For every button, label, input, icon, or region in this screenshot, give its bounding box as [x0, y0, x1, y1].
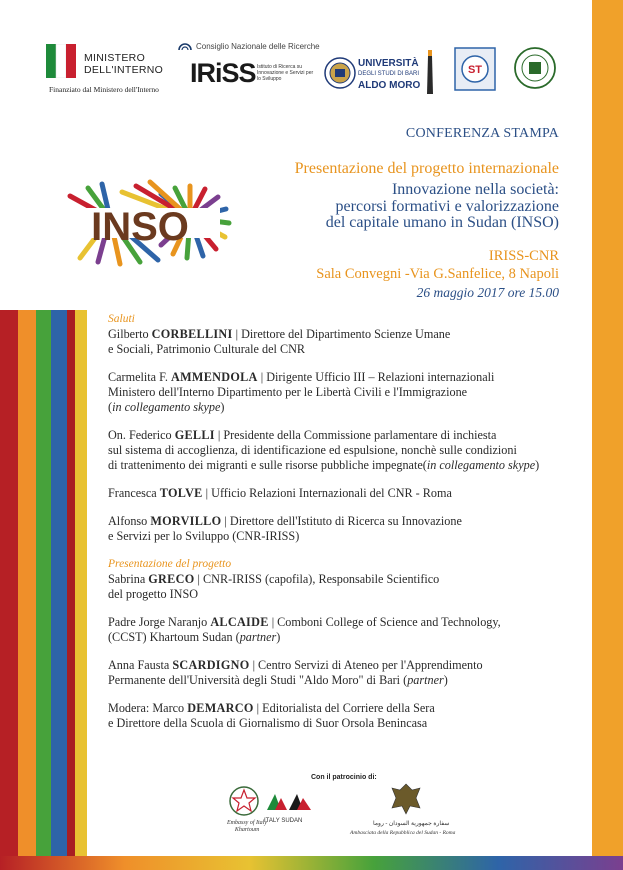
speaker-surname: MORVILLO [150, 514, 222, 528]
speaker-role: | Comboni College of Science and Technology, [268, 615, 501, 629]
venue-address: Sala Convegni -Via G.Sanfelice, 8 Napoli [316, 266, 559, 282]
italy-sudan-flag-icon [265, 790, 313, 814]
speaker-role-cont: e Sociali, Patrimonio Culturale del CNR [108, 342, 306, 356]
speaker-first-name: On. Federico [108, 428, 175, 442]
speaker-role-cont: (CCST) Khartoum Sudan ( [108, 630, 240, 644]
speaker-surname: GELLI [174, 428, 215, 442]
speaker-first-name: Modera: Marco [108, 701, 188, 715]
event-date: 26 maggio 2017 ore 15.00 [416, 285, 559, 300]
conference-label: CONFERENZA STAMPA [405, 126, 559, 141]
university-name-line1: UNIVERSITÀ [358, 58, 419, 69]
speaker-first-name: Alfonso [108, 514, 151, 528]
tower-icon [423, 48, 437, 94]
speaker-note: partner [407, 673, 444, 687]
cnr-name: Consiglio Nazionale delle Ricerche [196, 42, 320, 51]
speaker-note: in collegamento skype [112, 400, 221, 414]
speaker-surname: SCARDIGNO [172, 658, 250, 672]
speaker-scardigno: Anna Fausta SCARDIGNO | Centro Servizi di Ateneo per l'Apprendimento Permanente dell'Università degli Studi "Aldo Moro" di Bari (partner) [108, 658, 483, 687]
speaker-role: | Direttore dell'Istituto di Ricerca su Innovazione [221, 514, 462, 528]
speaker-note: partner [239, 630, 277, 644]
speaker-tolve [108, 486, 578, 501]
speaker-role-cont: del progetto INSO [108, 587, 199, 601]
ministry-name-line1: MINISTERO [84, 52, 146, 64]
university-name-line2: DEGLI STUDI DI BARI [358, 71, 420, 77]
speaker-surname: DEMARCO [187, 701, 254, 715]
university-seal-icon [324, 57, 356, 89]
speaker-gelli: On. Federico GELLI | Presidente della Commissione parlamentare di inchiesta sul sistema di accoglienza, di identificazione ed espulsione, nonchè sulle condizioni di trattenimento dei migranti e sulle risorse pubbliche impegnate(in collegamento skype) [108, 428, 540, 472]
ministry-name [84, 52, 163, 76]
left-stripe-blue [51, 310, 67, 870]
project-title-line3: del capitale umano in Sudan (INSO) [325, 214, 559, 231]
ministry-flag-icon [46, 44, 76, 78]
sudan-embassy-caption: Ambasciata della Repubblica del Sudan - Roma [350, 830, 456, 836]
speaker-surname: GRECO [148, 572, 195, 586]
speaker-corbellini [108, 327, 578, 357]
saluti-heading: Saluti [108, 313, 135, 325]
speaker-first-name: Francesca [108, 486, 160, 500]
left-stripe-green [36, 310, 51, 870]
italy-sudan-caption: ITALY SUDAN [264, 818, 303, 824]
speaker-role: | Editorialista del Corriere della Sera [253, 701, 435, 715]
sudan-embassy-arabic: سفارة جمهورية السودان - روما [373, 821, 450, 827]
university-name-line3: ALDO MORO [358, 80, 421, 91]
st-logo-text: ST [467, 64, 483, 76]
university-name [358, 58, 420, 91]
speaker-alcaide: Padre Jorge Naranjo ALCAIDE | Comboni College of Science and Technology, (CCST) Khartoum Sudan (partner) [108, 615, 501, 644]
speaker-role: | Centro Servizi di Ateneo per l'Apprendimento [249, 658, 483, 672]
speaker-first-name: Sabrina [108, 572, 149, 586]
left-stripe-orange [18, 310, 36, 870]
bottom-color-band [0, 856, 623, 870]
presentation-label: Presentazione del progetto internazionale [294, 160, 559, 177]
left-stripe-yellow [75, 310, 87, 870]
speaker-first-name: Gilberto [108, 327, 152, 341]
program-list [108, 312, 578, 731]
speaker-role: | Presidente della Commissione parlamentare di inchiesta [214, 428, 497, 442]
speaker-role: | Direttore del Dipartimento Scienze Umane [232, 327, 451, 341]
irss-caption: Istituto di Ricerca su Innovazione e Servizi per lo Sviluppo [257, 64, 314, 82]
speaker-first-name: Padre Jorge Naranjo [108, 615, 211, 629]
presentazione-heading: Presentazione del progetto [108, 558, 232, 570]
patronage-label: Con il patrocinio di: [311, 774, 377, 781]
speaker-surname: ALCAIDE [210, 615, 269, 629]
inso-logo-text: INSO [91, 205, 189, 249]
speaker-role-cont: di trattenimento dei migranti e sulle risorse pubbliche impegnate [108, 458, 423, 472]
irss-logo: IRiSS [190, 58, 256, 88]
speaker-surname: TOLVE [159, 486, 203, 500]
sudan-emblem-icon [386, 780, 426, 818]
speaker-role-cont: sul sistema di accoglienza, di identificazione ed espulsione, nonchè sulle condizioni [108, 443, 517, 457]
sudan-university-logo-icon [509, 46, 561, 92]
speaker-morvillo [108, 514, 578, 544]
project-title-line1: Innovazione nella società: [391, 181, 559, 198]
ministry-name-line2: DELL'INTERNO [84, 64, 164, 76]
left-stripe-dark-red [67, 310, 75, 870]
ministry-caption: Finanziato dal Ministero dell'Interno [49, 85, 159, 94]
speaker-role-cont: e Servizi per lo Sviluppo (CNR-IRISS) [108, 529, 300, 543]
speaker-role-cont: e Direttore della Scuola di Giornalismo di Suor Orsola Benincasa [108, 716, 428, 730]
speaker-ammendola: Carmelita F. AMMENDOLA | Dirigente Ufficio III – Relazioni internazionali Ministero dell'Interno Dipartimento per le Libertà Civili e l'Immigrazione (in collegamento skype) [108, 370, 495, 414]
speaker-greco [108, 572, 578, 602]
st-college-logo-icon [454, 47, 496, 91]
speaker-role: | Dirigente Ufficio III – Relazioni internazionali [257, 370, 495, 384]
cnr-logo-icon [177, 38, 193, 52]
italy-emblem-icon [228, 785, 260, 819]
left-stripe-red [0, 310, 18, 870]
project-title [326, 182, 559, 232]
project-title-line2: percorsi formativi e valorizzazione [335, 197, 559, 215]
speaker-first-name: Anna Fausta [108, 658, 173, 672]
speaker-surname: CORBELLINI [151, 327, 233, 341]
venue-organization: IRISS-CNR [488, 248, 559, 264]
inso-logo [40, 178, 240, 268]
moderator-demarco [108, 701, 578, 731]
speaker-surname: AMMENDOLA [171, 370, 258, 384]
italy-embassy-caption: Embassy of Italy Khartoum [227, 820, 267, 833]
speaker-role-cont: Ministero dell'Interno Dipartimento per le Libertà Civili e l'Immigrazione [108, 385, 468, 399]
speaker-role: | Ufficio Relazioni Internazionali del CNR - Roma [202, 486, 452, 500]
speaker-first-name: Carmelita F. [108, 370, 171, 384]
speaker-role-cont: Permanente dell'Università degli Studi "Aldo Moro" di Bari ( [108, 673, 408, 687]
right-orange-stripe [592, 0, 623, 870]
speaker-note: in collegamento skype [426, 458, 536, 472]
speaker-role: | CNR-IRISS (capofila), Responsabile Scientifico [194, 572, 440, 586]
